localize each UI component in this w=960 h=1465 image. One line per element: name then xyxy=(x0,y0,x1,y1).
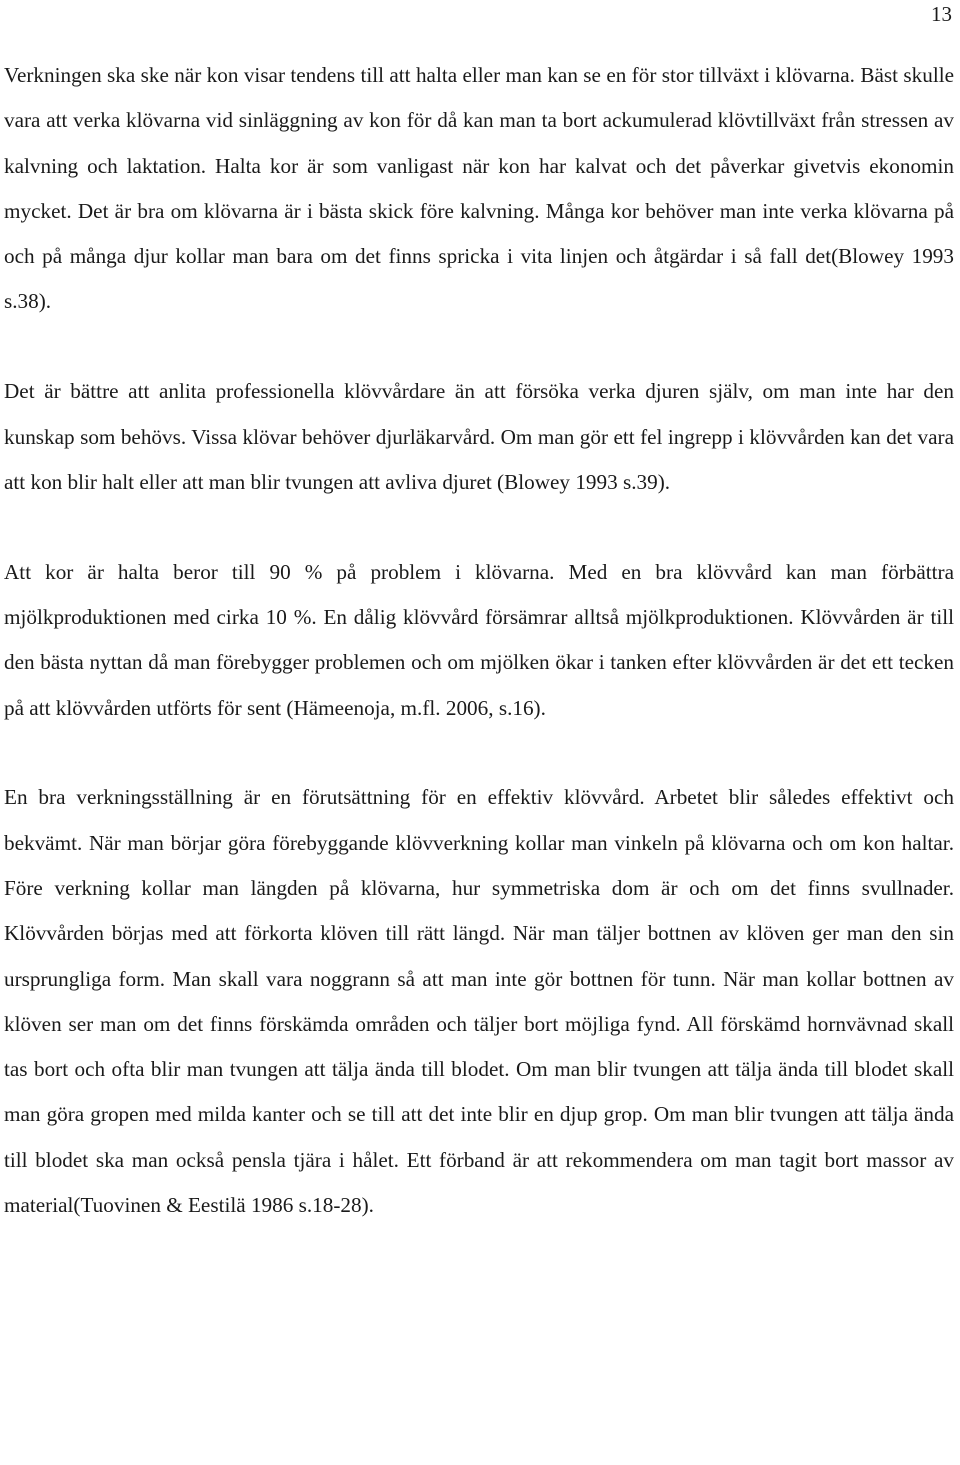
paragraph-3: Att kor är halta beror till 90 % på problem i klövarna. Med en bra klövvård kan man förbättra mjölkproduktionen med cirka 10 %. En dålig klövvård försämrar alltså mjölkproduktionen. Klövvården är till den bästa nyttan då man förebygger problemen och om mjölken ökar i tanken efter klövvården är det ett tecken på att klövvården utförts för sent (Hämeenoja, m.fl. 2006, s.16). xyxy=(4,559,954,720)
page-number: 13 xyxy=(931,2,952,26)
document-body xyxy=(4,53,954,1228)
paragraph-4: En bra verkningsställning är en förutsättning för en effektiv klövvård. Arbetet blir således effektivt och bekvämt. När man börjar göra förebyggande klövverkning kollar man vinkeln på klövarna och om kon haltar. Före verkning kollar man längden på klövarna, hur symmetriska dom är och om det finns svullnader. Klövvården börjas med att förkorta klöven till rätt längd. När man täljer bottnen av klöven ger man den sin ursprungliga form. Man skall vara noggrann så att man inte gör bottnen för tunn. När man kollar bottnen av klöven ser man om det finns förskämda områden och täljer bort möjliga fynd. All förskämd hornvävnad skall tas bort och ofta blir man tvungen att tälja ända till blodet. Om man blir tvungen att tälja ända till blodet skall man göra gropen med milda kanter och se till att det inte blir en djup grop. Om man blir tvungen att tälja ända till blodet ska man också pensla tjära i hålet. Ett förband är att rekommendera om man tagit bort massor av material(Tuovinen & Eestilä 1986 s.18-28). xyxy=(4,785,954,1218)
paragraph-2: Det är bättre att anlita professionella klövvårdare än att försöka verka djuren själv, om man inte har den kunskap som behövs. Vissa klövar behöver djurläkarvård. Om man gör ett fel ingrepp i klövvården kan det vara att kon blir halt eller att man blir tvungen att avliva djuret (Blowey 1993 s.39). xyxy=(4,379,954,494)
paragraph-1: Verkningen ska ske när kon visar tendens till att halta eller man kan se en för stor tillväxt i klövarna. Bäst skulle vara att verka klövarna vid sinläggning av kon för då kan man ta bort ackumulerad klövtillväxt från stressen av kalvning och laktation. Halta kor är som vanligast när kon har kalvat och det påverkar givetvis ekonomin mycket. Det är bra om klövarna är i bästa skick före kalvning. Många kor behöver man inte verka klövarna på och på många djur kollar man bara om det finns spricka i vita linjen och åtgärdar i så fall det(Blowey 1993 s.38). xyxy=(4,63,954,314)
